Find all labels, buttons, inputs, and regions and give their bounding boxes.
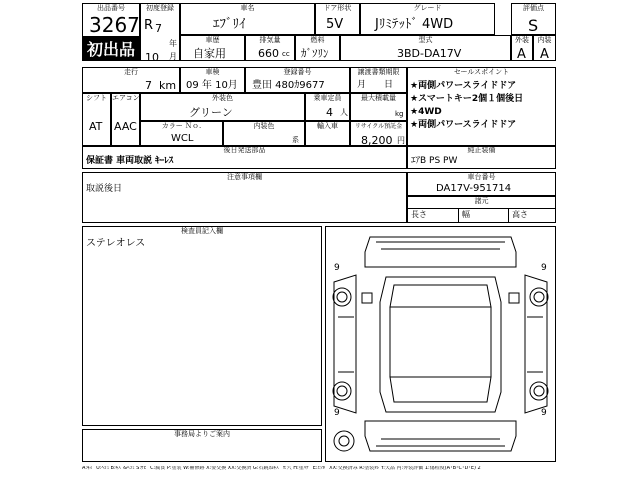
displacement-unit: cc: [282, 50, 290, 58]
exterior-color-label: 外装色: [212, 94, 233, 102]
damage-legend: A:ｷｽﾞ U:ﾍｺﾐ B:ｷｽﾞ&ﾍｺﾐ S:ｻﾋﾞ C:腐食 P:塗装 W:補修跡 X:要交換 XX:交換済 G:石跳ねｷｽﾞ Y:穴 H:塗ﾊｹﾞ E:ｴｸﾎﾞ XX:交換済み R:塗装ﾀﾚ Y:欠品 内:外装評価 1:傷程度(A･B･C･D･E) 2: [82, 466, 481, 471]
shift: AT: [89, 120, 103, 133]
first-listing-badge: [82, 37, 140, 61]
shift-cell: [82, 93, 111, 147]
recycle-fee: 8,200: [361, 134, 393, 147]
width-label: 幅: [462, 210, 470, 219]
plate-label: 登録番号: [283, 68, 312, 76]
door-type: 5V: [326, 17, 344, 32]
grade-cell: [360, 3, 495, 35]
grade: Jﾘﾐﾃｯﾄﾞ 4WD: [375, 17, 454, 32]
exterior-color-cell: [140, 93, 305, 121]
inspection-label: 車検: [205, 68, 220, 76]
lot-number-cell: [82, 3, 140, 37]
later-parts-cell: [82, 145, 407, 169]
remarks: 取説後日: [86, 184, 123, 194]
fuel-label: 燃料: [310, 36, 325, 44]
inspector-cell: [82, 226, 322, 426]
inspector-notes: ステレオレス: [86, 238, 146, 249]
displacement-label: 排気量: [259, 36, 281, 44]
interior-color-unit: 系: [292, 136, 299, 144]
ac-label: エアコン: [112, 94, 140, 102]
remarks-cell: [82, 172, 407, 223]
inspector-label: 検査員記入欄: [181, 227, 223, 235]
ac-cell: [111, 93, 140, 147]
import-cell: [305, 121, 350, 147]
capacity-unit: 人: [340, 108, 348, 117]
car-diagram-cell: [325, 226, 556, 462]
car-name-cell: [180, 3, 315, 35]
mileage: 7: [145, 79, 152, 92]
door-label: ドア形状: [323, 4, 352, 12]
tire-mark-left-front: 9: [334, 263, 340, 273]
car-name-label: 車名: [240, 4, 255, 12]
ac: AAC: [114, 120, 137, 133]
capacity-cell: [305, 93, 350, 121]
specs-label: 諸元: [474, 197, 489, 205]
interior-score-label: 内装: [537, 36, 552, 44]
options-label: 純正装備: [467, 146, 496, 154]
options: ｴｱB PS PW: [411, 156, 458, 166]
options-cell: [407, 145, 556, 169]
later-parts: 保証書 車両取説 ｷｰﾚｽ: [86, 156, 174, 166]
month: 10: [145, 51, 159, 64]
interior-color-cell: [223, 121, 305, 147]
sales-point-4: ★両側パワースライドドア: [410, 120, 517, 130]
frame-number-label: 車台番号: [467, 173, 496, 181]
use-label: 車歴: [205, 36, 220, 44]
month-unit: 月: [169, 52, 177, 61]
color-no-cell: [140, 121, 223, 147]
interior-score: A: [540, 47, 549, 62]
capacity-label: 乗車定員: [313, 94, 342, 102]
first-listing-text: 初出品: [87, 40, 136, 59]
max-load-label: 最大積載量: [361, 94, 396, 102]
model-cell: [340, 35, 511, 61]
recycle-fee-unit: 円: [397, 136, 405, 145]
sales-points-cell: [407, 67, 556, 147]
year-unit: 年: [169, 39, 177, 48]
score-label: 評価点: [523, 4, 544, 12]
first-registration-label: 初度登録: [146, 4, 174, 12]
sales-point-3: ★4WD: [410, 107, 442, 117]
interior-color-label: 内装色: [253, 122, 275, 130]
exterior-score: A: [517, 47, 526, 62]
tire-mark-right-front: 9: [541, 263, 547, 273]
later-parts-label: 後日発送部品: [223, 146, 266, 154]
tire-mark-left-rear: 9: [334, 408, 340, 418]
transfer-deadline-cell: [350, 67, 407, 93]
office-notice-label: 事務局よりご案内: [174, 430, 230, 438]
mileage-cell: [82, 67, 180, 93]
mileage-unit: km: [159, 79, 177, 92]
color-no: WCL: [171, 133, 194, 144]
exterior-score-cell: [511, 35, 533, 61]
shift-label: シフト: [86, 94, 107, 102]
displacement: 660: [258, 47, 279, 60]
transfer-deadline-label: 譲渡書類期限: [357, 68, 400, 76]
length-label: 長さ: [411, 210, 427, 219]
capacity: 4: [326, 106, 333, 119]
lot-number: 3267: [89, 13, 140, 37]
inspection-cell: [180, 67, 245, 93]
import-label: 輸入車: [317, 122, 338, 130]
displacement-cell: [245, 35, 295, 61]
height-label: 高さ: [512, 210, 528, 219]
specs-cell: [407, 196, 556, 223]
max-load-cell: [350, 93, 407, 121]
grade-label: グレード: [413, 4, 442, 12]
lot-label: 出品番号: [97, 4, 125, 12]
use-cell: [180, 35, 245, 61]
sales-point-2: ★スマートキー2個１個後日: [410, 94, 524, 104]
score-cell: [511, 3, 556, 35]
exterior-score-label: 外装: [515, 36, 529, 44]
color-no-label: カラー Ｎｏ.: [161, 122, 202, 130]
plate: 豊田 480ｶ9677: [252, 80, 325, 91]
era: R: [144, 18, 154, 33]
fuel: ｶﾞｿﾘﾝ: [301, 47, 329, 60]
first-registration-cell: [140, 3, 180, 64]
frame-number: DA17V-951714: [436, 183, 512, 194]
plate-cell: [245, 67, 350, 93]
use: 自家用: [193, 47, 226, 60]
exterior-color: グリーン: [189, 106, 233, 119]
model-label: 型式: [418, 36, 433, 44]
recycle-fee-label: リサイクル預託金: [354, 123, 403, 130]
tire-mark-right-rear: 9: [541, 408, 547, 418]
door-cell: [315, 3, 360, 35]
mileage-label: 走行: [124, 68, 138, 76]
model: 3BD-DA17V: [397, 47, 462, 60]
max-load-unit: kg: [395, 110, 404, 118]
score: S: [528, 16, 539, 35]
transfer-deadline: 月 日: [357, 80, 394, 90]
inspection: 09 年 10月: [186, 80, 238, 91]
car-name: ｴﾌﾞﾘｲ: [213, 17, 246, 32]
era-year: 7: [155, 22, 162, 35]
remarks-label: 注意事項欄: [227, 173, 262, 181]
sales-points-label: セールスポイント: [453, 68, 510, 76]
fuel-cell: [295, 35, 340, 61]
frame-number-cell: [407, 172, 556, 196]
sales-point-1: ★両側パワースライドドア: [410, 81, 517, 91]
interior-score-cell: [533, 35, 556, 61]
car-outline-diagram: [326, 227, 555, 461]
office-notice-cell: [82, 429, 322, 462]
recycle-fee-cell: [350, 121, 407, 147]
